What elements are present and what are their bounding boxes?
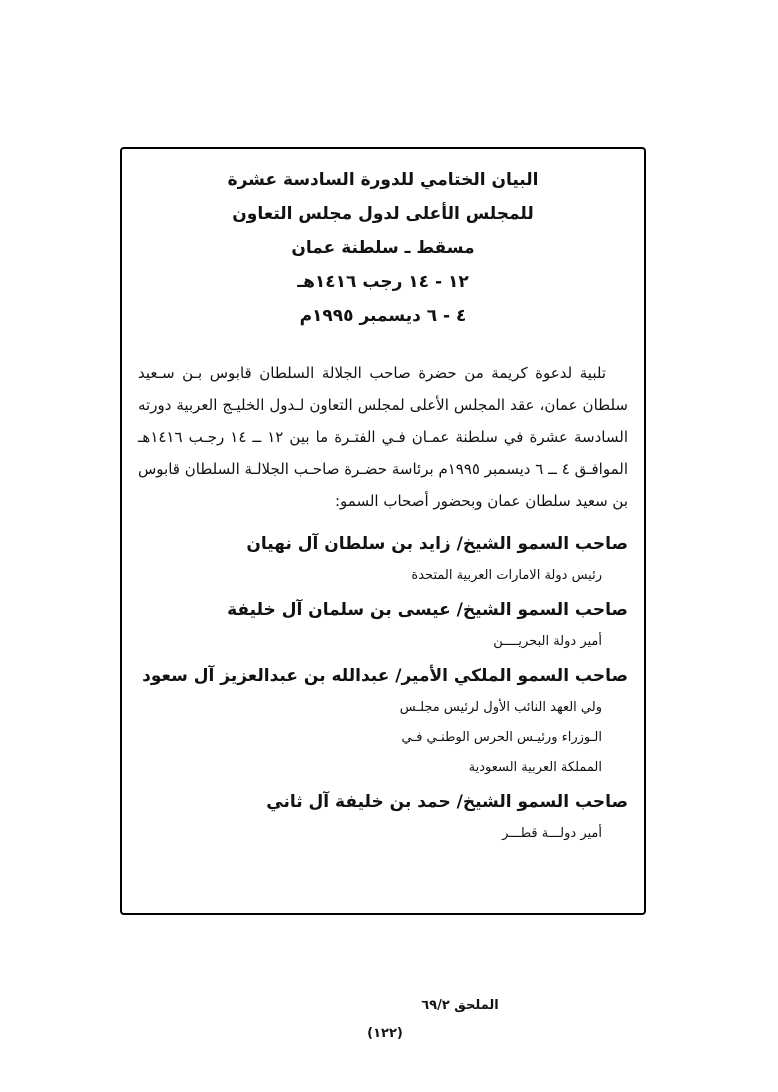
- title-line-4-hijri-date: ١٢ - ١٤ رجب ١٤١٦هـ: [297, 272, 469, 292]
- title-block: [138, 163, 628, 333]
- dignitary-entry: [138, 527, 628, 591]
- footer-annex-label: الملحق ٦٩/٢: [421, 998, 499, 1013]
- dignitary-name: صاحب السمو الشيخ/ حمد بن خليفة آل ثاني: [266, 792, 628, 812]
- dignitary-title: أمير دولـــة قطـــر: [502, 826, 602, 841]
- title-line-2: للمجلس الأعلى لدول مجلس التعاون: [232, 204, 534, 224]
- document-frame: [120, 147, 646, 915]
- dignitaries-list: [138, 527, 628, 849]
- dignitary-name: صاحب السمو الشيخ/ زايد بن سلطان آل نهيان: [246, 534, 628, 554]
- dignitary-entry: [138, 785, 628, 849]
- dignitary-title: الـوزراء ورئيـس الحرس الوطنـي فـي: [401, 730, 602, 745]
- dignitary-title: المملكة العربية السعودية: [468, 760, 602, 775]
- dignitary-entry: [138, 593, 628, 657]
- dignitary-title: رئيس دولة الامارات العربية المتحدة: [411, 568, 602, 583]
- dignitary-name: صاحب السمو الملكي الأمير/ عبدالله بن عبدالعزيز آل سعود: [142, 666, 628, 686]
- body-paragraph: تلبية لدعوة كريمة من حضرة صاحب الجلالة السلطان قابوس بـن سـعيد سلطان عمان، عقد المجلس الأعلى لمجلس التعاون لـدول الخليـج العربية دورته السادسة عشرة في سلطنة عمـان فـي الفتـرة ما بين ١٢ ــ ١٤ رجـب ١٤١٦هـ الموافـق ٤ ــ ٦ ديسمبر ١٩٩٥م برئاسة حضـرة صاحـب الجلالـة السلطان قابوس بن سعيد سلطان عمان وبحضور أصحاب السمو:: [138, 364, 628, 510]
- dignitary-name: صاحب السمو الشيخ/ عيسى بن سلمان آل خليفة: [227, 600, 628, 620]
- dignitary-title: أمير دولة البحريــــن: [493, 634, 602, 649]
- dignitary-title: ولي العهد النائب الأول لرئيس مجلـس: [399, 700, 602, 715]
- footer-page-number: (١٢٢): [367, 1026, 403, 1041]
- dignitary-entry: [138, 659, 628, 783]
- title-line-3: مسقط ـ سلطنة عمان: [291, 238, 475, 258]
- title-line-5-gregorian-date: ٤ - ٦ ديسمبر ١٩٩٥م: [299, 306, 467, 326]
- title-line-1: البيان الختامي للدورة السادسة عشرة: [227, 170, 539, 190]
